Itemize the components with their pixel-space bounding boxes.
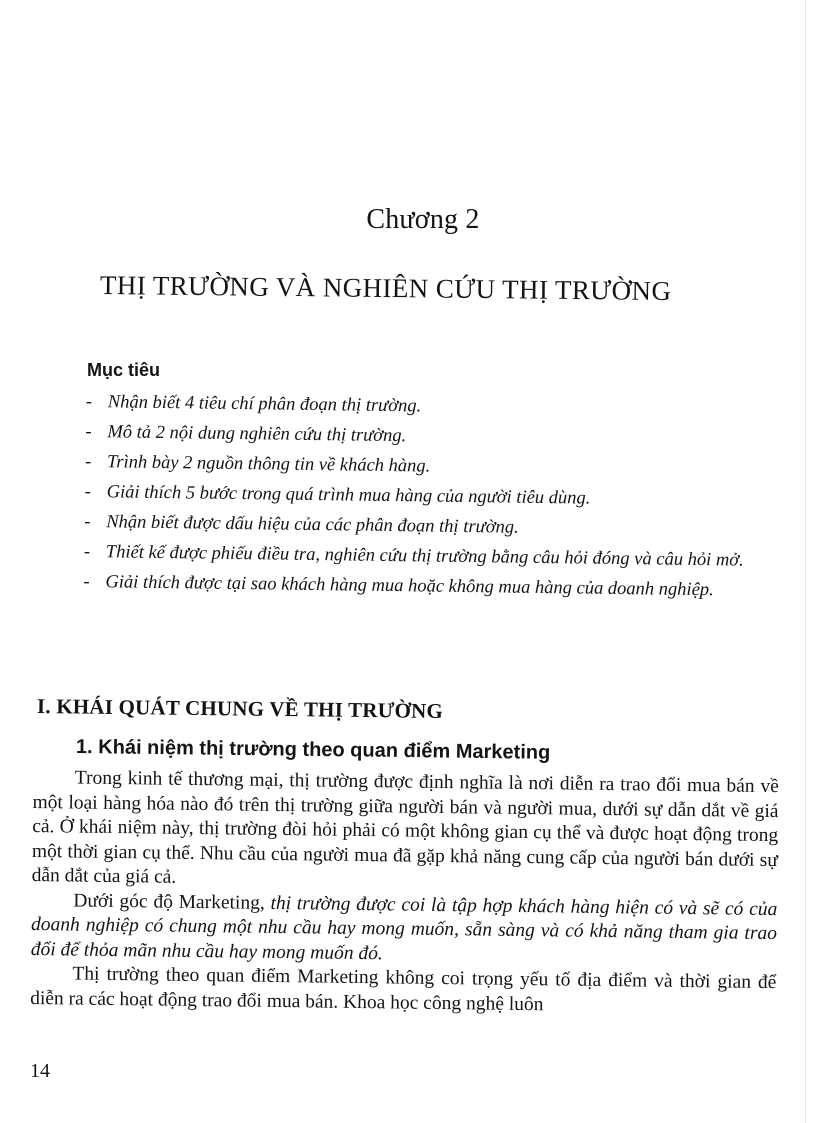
objective-text: Mô tả 2 nội dung nghiên cứu thị trường.: [107, 422, 407, 447]
paragraph: Thị trường theo quan điểm Marketing không coi trọng yếu tố địa điểm và thời gian để diễn ra các hoạt động trao đổi mua bán. Khoa học công nghệ luôn: [30, 963, 777, 1015]
objective-item: [86, 390, 786, 423]
body-text: [30, 766, 779, 1020]
objectives-list: [83, 390, 786, 609]
paragraph-lead: Dưới góc độ Marketing,: [73, 890, 271, 914]
objective-text: Nhận biết được dấu hiệu của các phân đoạn thị trường.: [106, 512, 519, 538]
subsection-heading: 1. Khái niệm thị trường theo quan điểm Marketing: [75, 736, 551, 764]
objective-item: [85, 480, 785, 513]
objective-text: Giải thích được tại sao khách hàng mua hoặc không mua hàng của doanh nghiệp.: [105, 572, 714, 601]
objective-text: Nhận biết 4 tiêu chí phân đoạn thị trường.: [107, 392, 422, 417]
scan-edge-line: [805, 0, 806, 1123]
bullet-dash: -: [83, 571, 90, 593]
bullet-dash: -: [84, 451, 92, 473]
page-number: 14: [30, 1060, 50, 1082]
objective-item: [84, 540, 784, 573]
objective-item: [85, 450, 785, 483]
objectives-heading: Mục tiêu: [87, 360, 161, 380]
objective-text: Thiết kế được phiếu điều tra, nghiên cứu thị trường bằng câu hỏi đóng và câu hỏi mở.: [105, 542, 744, 571]
section-heading: I. KHÁI QUÁT CHUNG VỀ THỊ TRƯỜNG: [36, 694, 444, 723]
bullet-dash: -: [83, 541, 91, 563]
objective-item: [83, 570, 783, 603]
chapter-number: Chương 2: [366, 204, 480, 235]
bullet-dash: -: [85, 391, 93, 413]
bullet-dash: -: [84, 481, 91, 503]
paragraph: [31, 888, 778, 971]
bullet-dash: -: [84, 511, 91, 533]
definition-italic: thị trường được coi là tập hợp khách hàng hiện có và sẽ có của doanh nghiệp có chung một nhu cầu hay mong muốn, sẵn sàng và có khả năng tham gia trao đổi để thỏa mãn nhu cầu hay mong muốn đó.: [30, 892, 778, 964]
objective-text: Trình bày 2 nguồn thông tin về khách hàng.: [106, 452, 431, 477]
chapter-title: THỊ TRƯỜNG VÀ NGHIÊN CỨU THỊ TRƯỜNG: [99, 270, 672, 306]
objective-text: Giải thích 5 bước trong quá trình mua hàng của người tiêu dùng.: [106, 482, 591, 509]
paragraph: Trong kinh tế thương mại, thị trường được định nghĩa là nơi diễn ra trao đổi mua bán về một loại hàng hóa nào đó trên thị trường giữa người bán và người mua, dưới sự dẫn dắt về giá cả. Ở khái niệm này, thị trường đòi hỏi phải có một không gian cụ thể và được hoạt động trong một thời gian cụ thể. Nhu cầu của người mua đã gặp khả năng cung cấp của người bán dưới sự dẫn dắt của giá cả.: [31, 767, 779, 888]
objective-item: [84, 510, 784, 543]
objective-item: [85, 420, 785, 453]
bullet-dash: -: [85, 421, 92, 443]
